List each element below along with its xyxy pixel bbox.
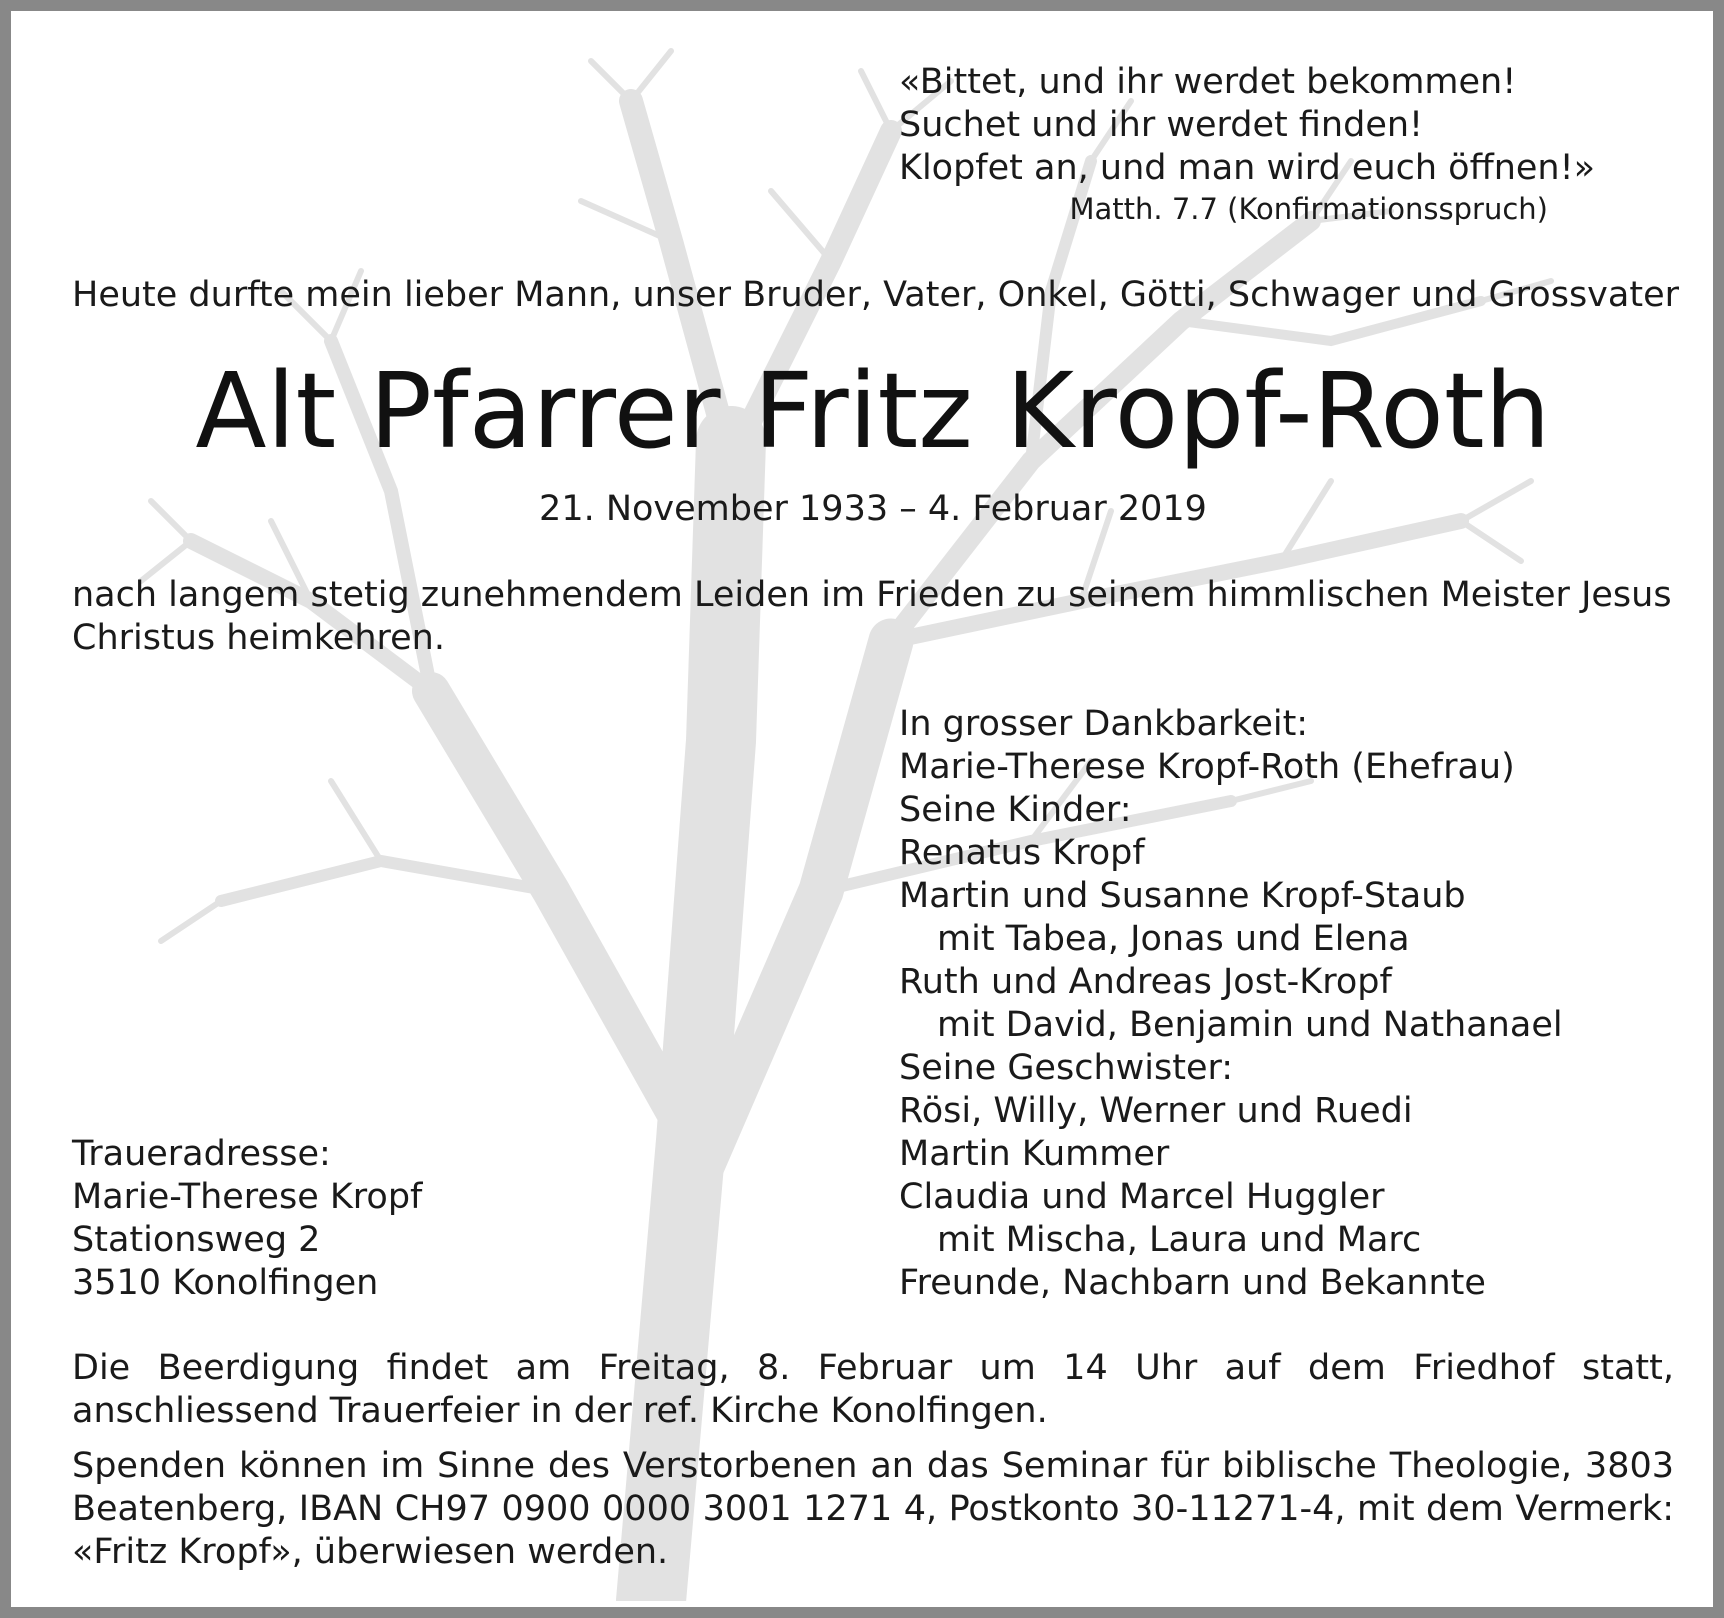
verse-source: Matth. 7.7 (Konfirmationsspruch) <box>1069 192 1548 226</box>
address-line: 3510 Konolfingen <box>72 1263 379 1303</box>
family-line: Freunde, Nachbarn und Bekannte <box>899 1263 1486 1303</box>
verse-line: «Bittet, und ihr werdet bekommen! <box>899 62 1517 102</box>
family-list <box>899 703 1563 1305</box>
family-line: mit Mischa, Laura und Marc <box>937 1220 1422 1260</box>
family-line: Rösi, Willy, Werner und Ruedi <box>899 1091 1413 1131</box>
family-line: Seine Kinder: <box>899 790 1132 830</box>
address-line: Traueradresse: <box>72 1134 331 1174</box>
deceased-name: Alt Pfarrer Fritz Kropf-Roth <box>195 350 1551 472</box>
life-dates: 21. November 1933 – 4. Februar 2019 <box>539 489 1207 529</box>
address-line: Marie-Therese Kropf <box>72 1177 423 1217</box>
mourning-address <box>72 1133 422 1305</box>
family-line: In grosser Dankbarkeit: <box>899 704 1309 744</box>
family-line: Renatus Kropf <box>899 833 1145 873</box>
family-line: mit David, Benjamin und Nathanael <box>937 1005 1563 1045</box>
family-line: Ruth und Andreas Jost-Kropf <box>899 962 1392 1002</box>
confirmation-verse <box>899 61 1595 190</box>
family-line: Seine Geschwister: <box>899 1048 1234 1088</box>
burial-info: Die Beerdigung findet am Freitag, 8. Februar um 14 Uhr auf dem Friedhof statt, anschliessend Trauerfeier in der ref. Kirche Konolfingen. <box>72 1348 1674 1431</box>
family-line: Claudia und Marcel Huggler <box>899 1177 1385 1217</box>
family-line: Marie-Therese Kropf-Roth (Ehefrau) <box>899 747 1515 787</box>
verse-line: Suchet und ihr werdet finden! <box>899 105 1424 145</box>
family-line: Martin und Susanne Kropf-Staub <box>899 876 1466 916</box>
verse-line: Klopfet an, und man wird euch öffnen!» <box>899 148 1596 188</box>
intro-text: Heute durfte mein lieber Mann, unser Bruder, Vater, Onkel, Götti, Schwager und Grossvater <box>72 275 1679 315</box>
family-line: mit Tabea, Jonas und Elena <box>937 919 1410 959</box>
passing-text: nach langem stetig zunehmendem Leiden im Frieden zu seinem himmlischen Meister Jesus Christus heimkehren. <box>72 575 1672 658</box>
donation-info: Spenden können im Sinne des Verstorbenen an das Seminar für biblische Theologie, 3803 Beatenberg, IBAN CH97 0900 0000 3001 1271 4, Postkonto 30-11271-4, mit dem Vermerk: «Fritz Kropf», überwiesen werden. <box>72 1446 1674 1572</box>
family-line: Martin Kummer <box>899 1134 1170 1174</box>
address-line: Stationsweg 2 <box>72 1220 321 1260</box>
